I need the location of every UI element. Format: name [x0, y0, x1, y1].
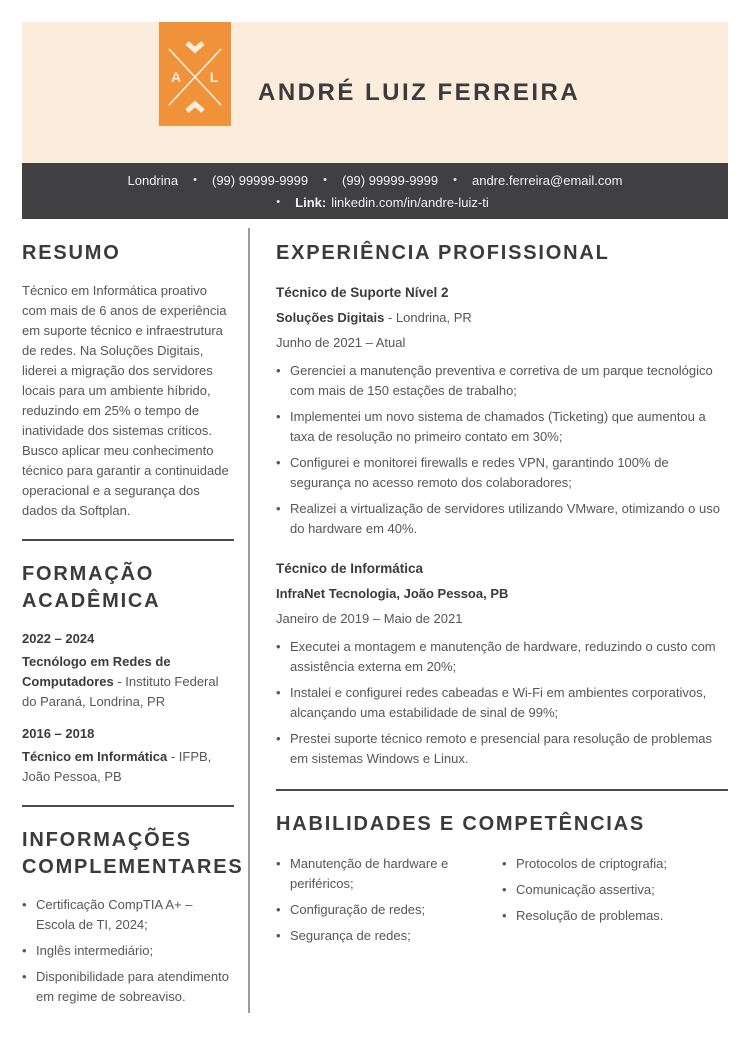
section-formacao [22, 541, 234, 787]
section-resumo [22, 240, 234, 521]
education-period: 2016 – 2018 [22, 726, 95, 741]
job-period: Janeiro de 2019 – Maio de 2021 [276, 611, 463, 626]
linkedin-link[interactable]: linkedin.com/in/andre-luiz-ti [331, 194, 489, 210]
skill-item: • Segurança de redes; [276, 926, 484, 946]
candidate-name: ANDRÉ LUIZ FERREIRA [258, 78, 581, 106]
job-bullet: • Executei a montagem e manutenção de hardware, reduzindo o custo com assistência externa em 20%; [276, 637, 728, 677]
job-bullet: • Realizei a virtualização de servidores utilizando VMware, otimizando o uso do hardware em 40%. [276, 499, 728, 539]
list-item: • Inglês intermediário; [22, 941, 234, 961]
section-informacoes [22, 807, 244, 1007]
chevron-down-icon [187, 43, 203, 50]
job-bullet: • Implementei um novo sistema de chamados (Ticketing) que aumentou a taxa de resolução no primeiro contato em 30%; [276, 407, 728, 447]
skills-column-2 [502, 854, 728, 952]
section-habilidades [276, 791, 728, 952]
contact-line-1 [22, 173, 728, 188]
section-title-resumo: RESUMO [22, 242, 121, 264]
chevron-up-icon [187, 104, 203, 111]
skill-item: • Protocolos de criptografia; [502, 854, 710, 874]
section-experiencia [276, 240, 728, 769]
section-title-informacoes: INFORMAÇÕES COMPLEMENTARES [22, 829, 244, 878]
list-item: • Certificação CompTIA A+ – Escola de TI, 2024; [22, 895, 234, 935]
skills-column-1 [276, 854, 502, 952]
skill-item: • Manutenção de hardware e periféricos; [276, 854, 484, 894]
skill-item: • Configuração de redes; [276, 900, 484, 920]
job-entry [276, 559, 728, 769]
education-degree-line [22, 747, 234, 787]
dot-separator: • [276, 196, 281, 208]
job-bullets [276, 637, 728, 769]
education-entry [22, 629, 234, 712]
list-item: • Disponibilidade para atendimento em regime de sobreaviso. [22, 967, 234, 1007]
additional-info-list [22, 895, 234, 1007]
contact-location: Londrina [127, 172, 179, 188]
job-title: Técnico de Suporte Nível 2 [276, 285, 449, 300]
job-period: Junho de 2021 – Atual [276, 335, 406, 350]
job-company: Soluções Digitais [276, 310, 385, 325]
header-banner [22, 22, 728, 163]
job-title: Técnico de Informática [276, 561, 424, 576]
left-column [22, 228, 248, 1013]
dot-separator: • [193, 174, 197, 186]
main-content [22, 228, 728, 1013]
job-entry [276, 283, 728, 539]
job-bullets [276, 361, 728, 539]
dot-separator: • [453, 174, 457, 186]
job-bullet: • Gerenciei a manutenção preventiva e corretiva de um parque tecnológico com mais de 150 estações de trabalho; [276, 361, 728, 401]
section-title-experiencia: EXPERIÊNCIA PROFISSIONAL [276, 242, 610, 264]
contact-phone-2: (99) 99999-9999 [341, 172, 439, 188]
job-company-line [276, 308, 728, 328]
summary-text: Técnico em Informática proativo com mais de 6 anos de experiência em suporte técnico e infraestrutura de redes. Na Soluções Digitais, liderei a migração dos servidores locais para um ambiente híbrido, reduzindo em 25% o tempo de inatividade dos sistemas críticos. Busco aplicar meu conhecimento técnico para garantir a continuidade operacional e a segurança dos dados da Softplan. [22, 283, 229, 518]
dot-separator: • [323, 174, 327, 186]
section-title-formacao: FORMAÇÃO ACADÊMICA [22, 563, 161, 612]
education-institution: - IFPB, João Pessoa, PB [22, 749, 212, 784]
contact-phone-1: (99) 99999-9999 [211, 172, 309, 188]
job-bullet: • Configurei e monitorei firewalls e redes VPN, garantindo 100% de segurança no acesso remoto dos colaboradores; [276, 453, 728, 493]
education-entry [22, 724, 234, 787]
monogram-icon [159, 22, 231, 126]
contact-line-2 [22, 195, 728, 210]
skill-item: • Resolução de problemas. [502, 906, 710, 926]
monogram-logo [159, 22, 231, 126]
education-degree: Técnico em Informática [22, 749, 168, 764]
job-company-line [276, 584, 728, 604]
education-degree: Tecnólogo em Redes de Computadores [22, 654, 171, 689]
contact-bar [22, 163, 728, 219]
link-label: Link: [295, 194, 327, 210]
logo-initial-right: L [209, 69, 219, 85]
job-location: - Londrina, PR [384, 310, 472, 325]
skill-item: • Comunicação assertiva; [502, 880, 710, 900]
right-column [250, 228, 728, 1013]
skills-columns [276, 854, 728, 952]
contact-email[interactable]: andre.ferreira@email.com [471, 172, 623, 188]
job-bullet: • Prestei suporte técnico remoto e presencial para resolução de problemas em sistemas Windows e Linux. [276, 729, 728, 769]
education-degree-line [22, 652, 234, 712]
section-title-habilidades: HABILIDADES E COMPETÊNCIAS [276, 813, 646, 835]
education-institution: - Instituto Federal do Paraná, Londrina, PR [22, 674, 219, 709]
logo-initial-left: A [170, 69, 182, 85]
job-bullet: • Instalei e configurei redes cabeadas e Wi-Fi em ambientes corporativos, alcançando uma estabilidade de sinal de 99%; [276, 683, 728, 723]
education-period: 2022 – 2024 [22, 631, 95, 646]
job-company: InfraNet Tecnologia, João Pessoa, PB [276, 586, 509, 601]
